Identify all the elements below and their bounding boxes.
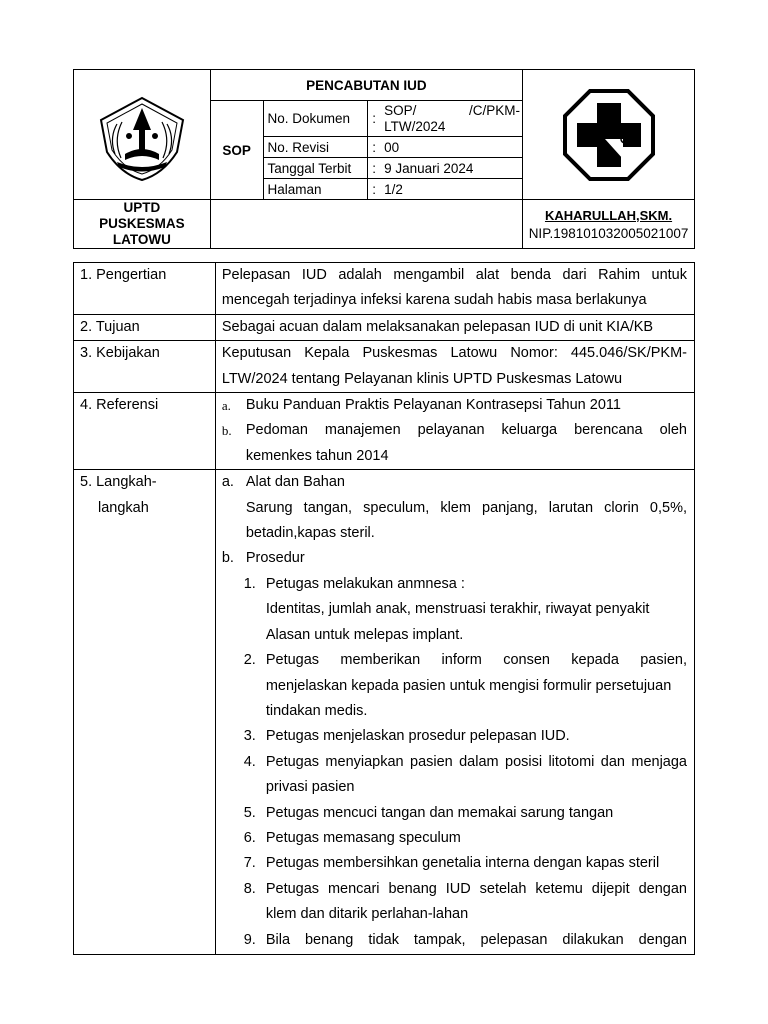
table-row: [74, 263, 695, 315]
procedure-step: [222, 851, 687, 876]
step-number: 5.: [243, 804, 256, 821]
step-number: 2.: [243, 652, 256, 669]
empty-cell: [210, 200, 522, 249]
field-value-page: 1/2: [380, 179, 522, 200]
text-line: mencegah terjadinya infeksi karena sudah habis masa berlakunya: [221, 292, 647, 309]
field-colon: :: [368, 101, 380, 137]
list-item: [222, 470, 687, 546]
procedure-step: [222, 801, 687, 826]
text-line: Petugas menjelaskan prosedur pelepasan IUD.: [265, 728, 570, 745]
text-line: Petugas mencuci tangan dan memakai sarung tangan: [265, 804, 614, 821]
list-item: [222, 418, 687, 469]
text-line: Sarung tangan, speculum, klem panjang, larutan clorin 0,5%,: [245, 499, 687, 516]
subsection-title: Prosedur: [245, 550, 305, 567]
section-label: 1. Pengertian: [74, 263, 216, 315]
table-row: [74, 314, 695, 340]
signer-name: KAHARULLAH,SKM.: [544, 207, 673, 223]
section-label: [74, 470, 216, 955]
sop-content-table: [73, 262, 695, 955]
procedure-step: [222, 750, 687, 801]
step-number: 4.: [243, 753, 256, 770]
regency-emblem-icon: [95, 94, 189, 182]
text-line: Bila benang tidak tampak, pelepasan dilakukan dengan: [265, 931, 687, 948]
text-line: Pelepasan IUD adalah mengambil alat benda dari Rahim untuk: [221, 267, 687, 283]
text-line: tindakan medis.: [265, 702, 368, 719]
field-label-revision: No. Revisi: [263, 137, 368, 158]
text-line: Petugas membersihkan genetalia interna dengan kapas steril: [265, 855, 660, 872]
left-logo-cell: [74, 70, 211, 200]
table-row: [74, 341, 695, 393]
signature-block: [523, 200, 695, 249]
text-line: kemenkes tahun 2014: [245, 447, 389, 464]
field-value-issue-date: 9 Januari 2024: [380, 158, 522, 179]
right-logo-cell: [523, 70, 695, 200]
text-line: Pedoman manajemen pelayanan keluarga berencana oleh: [245, 422, 687, 439]
field-colon: :: [368, 158, 380, 179]
section-content: [215, 470, 694, 955]
text-line: Petugas mencari benang IUD setelah ketemu dijepit dengan: [265, 880, 687, 897]
text-line: LTW/2024 tentang Pelayanan klinis UPTD Puskesmas Latowu: [221, 370, 623, 387]
list-marker: a.: [221, 474, 234, 491]
label-line: langkah: [98, 499, 149, 516]
table-row: [74, 470, 695, 955]
doc-no-line2: LTW/2024: [384, 118, 446, 134]
procedure-step: [222, 928, 687, 953]
subsection-title: Alat dan Bahan: [245, 474, 345, 491]
text-line: Petugas melakukan anmnesa :: [265, 575, 465, 592]
text-line: menjelaskan kepada pasien untuk mengisi formulir persetujuan: [265, 677, 672, 694]
field-value-doc-no: [380, 101, 522, 137]
text-line: Keputusan Kepala Puskesmas Latowu Nomor: 445.046/SK/PKM-: [221, 345, 687, 362]
text-line: Identitas, jumlah anak, menstruasi terakhir, riwayat penyakit: [265, 601, 650, 618]
doc-no-line1: SOP/ /C/PKM-: [384, 102, 521, 118]
organization-name: [74, 200, 211, 249]
label-line: 5. Langkah-: [80, 474, 157, 491]
document-title: PENCABUTAN IUD: [210, 70, 522, 101]
step-number: 7.: [243, 855, 256, 872]
text-line: Petugas memberikan inform consen kepada pasien,: [265, 652, 687, 669]
sop-label: SOP: [210, 101, 263, 200]
field-colon: :: [368, 179, 380, 200]
step-number: 1.: [243, 575, 256, 592]
procedure-step: [222, 877, 687, 928]
field-label-doc-no: No. Dokumen: [263, 101, 368, 137]
signer-nip: NIP.198101032005021007: [528, 225, 689, 241]
text-line: klem dan ditarik perlahan-lahan: [265, 906, 469, 923]
section-content: Sebagai acuan dalam melaksanakan pelepasan IUD di unit KIA/KB: [215, 314, 694, 340]
section-label: 3. Kebijakan: [74, 341, 216, 393]
field-value-revision: 00: [380, 137, 522, 158]
step-number: 6.: [243, 829, 256, 846]
document-header: [73, 69, 695, 249]
puskesmas-cross-icon: [563, 89, 655, 181]
step-number: 9.: [243, 931, 256, 948]
procedure-step: [222, 826, 687, 851]
text-line: Alasan untuk melepas implant.: [265, 626, 464, 643]
section-content: [215, 393, 694, 470]
list-item: [222, 546, 687, 571]
procedure-steps: [222, 572, 687, 953]
step-number: 3.: [243, 728, 256, 745]
step-number: 8.: [243, 880, 256, 897]
field-label-page: Halaman: [263, 179, 368, 200]
table-row: [74, 393, 695, 470]
org-line: LATOWU: [112, 232, 171, 247]
procedure-step: [222, 724, 687, 749]
org-line: UPTD: [123, 200, 161, 215]
text-line: Petugas menyiapkan pasien dalam posisi litotomi dan menjaga: [265, 753, 687, 770]
section-content: [215, 263, 694, 315]
section-label: 2. Tujuan: [74, 314, 216, 340]
list-marker: a.: [221, 398, 231, 414]
org-line: PUSKESMAS: [99, 216, 185, 231]
list-marker: b.: [221, 423, 232, 439]
text-line: Petugas memasang speculum: [265, 829, 461, 846]
field-colon: :: [368, 137, 380, 158]
list-marker: b.: [221, 550, 234, 567]
field-label-issue-date: Tanggal Terbit: [263, 158, 368, 179]
text-line: betadin,kapas steril.: [245, 525, 375, 542]
section-label: 4. Referensi: [74, 393, 216, 470]
section-content: [215, 341, 694, 393]
procedure-step: [222, 648, 687, 724]
procedure-step: [222, 572, 687, 648]
list-item: [222, 393, 687, 418]
text-line: privasi pasien: [265, 779, 355, 796]
text-line: Buku Panduan Praktis Pelayanan Kontrasepsi Tahun 2011: [245, 397, 621, 414]
